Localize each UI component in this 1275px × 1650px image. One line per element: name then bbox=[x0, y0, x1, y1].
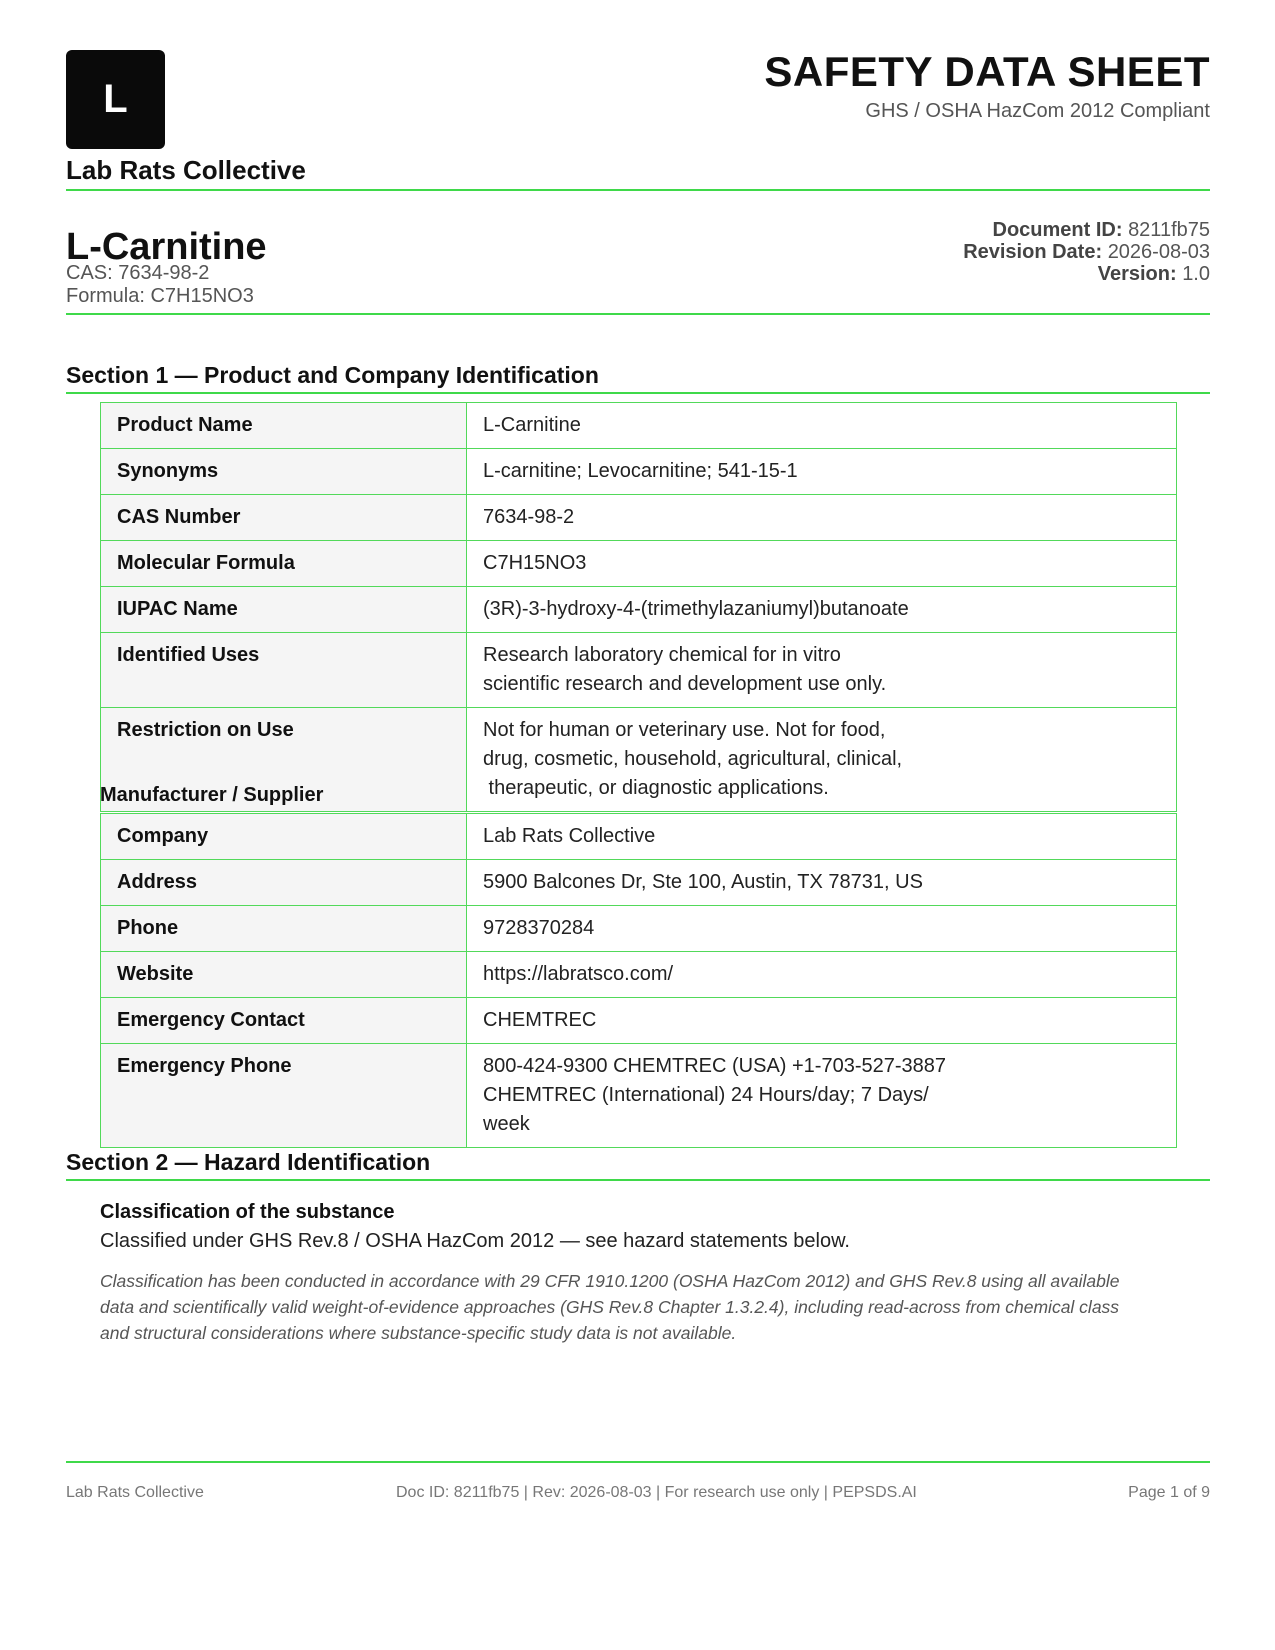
company-logo bbox=[66, 50, 165, 149]
version-label: Version: bbox=[1097, 263, 1177, 285]
product-cas: CAS: 7634-98-2 bbox=[66, 262, 210, 284]
table-row bbox=[101, 998, 1177, 1044]
logo-letter: L bbox=[103, 77, 128, 121]
revision-date-label: Revision Date: bbox=[963, 241, 1103, 263]
document-subtitle: GHS / OSHA HazCom 2012 Compliant bbox=[865, 100, 1210, 122]
row-value: 9728370284 bbox=[467, 906, 1177, 952]
company-name: Lab Rats Collective bbox=[66, 155, 306, 185]
row-key: IUPAC Name bbox=[101, 587, 467, 633]
revision-date-value: 2026-08-03 bbox=[1107, 241, 1210, 263]
table-row bbox=[101, 403, 1177, 449]
row-key: CAS Number bbox=[101, 495, 467, 541]
document-id-label: Document ID: bbox=[992, 219, 1123, 241]
revision-date bbox=[963, 241, 1210, 264]
row-value: Lab Rats Collective bbox=[467, 814, 1177, 860]
header-divider bbox=[66, 189, 1210, 191]
row-key: Address bbox=[101, 860, 467, 906]
section-1-heading: Section 1 — Product and Company Identification bbox=[66, 362, 599, 388]
row-key: Emergency Phone bbox=[101, 1044, 467, 1148]
section-2-divider bbox=[66, 1179, 1210, 1181]
row-key: Identified Uses bbox=[101, 633, 467, 708]
row-key: Phone bbox=[101, 906, 467, 952]
table-row bbox=[101, 449, 1177, 495]
row-value bbox=[467, 633, 1177, 708]
value-line: scientific research and development use only. bbox=[483, 673, 887, 695]
row-value: 7634-98-2 bbox=[467, 495, 1177, 541]
version-value: 1.0 bbox=[1182, 263, 1210, 285]
table-row bbox=[101, 495, 1177, 541]
footer-company: Lab Rats Collective bbox=[66, 1484, 204, 1501]
classification-heading: Classification of the substance bbox=[100, 1201, 395, 1223]
table-row bbox=[101, 1044, 1177, 1148]
footer-divider bbox=[66, 1461, 1210, 1463]
row-key: Company bbox=[101, 814, 467, 860]
sds-page bbox=[66, 0, 1210, 1650]
footer-page-number: Page 1 of 9 bbox=[1128, 1484, 1210, 1501]
website-link[interactable]: https://labratsco.com/ bbox=[467, 952, 1177, 998]
table-row bbox=[101, 587, 1177, 633]
document-id bbox=[993, 219, 1211, 242]
document-id-value: 8211fb75 bbox=[1128, 219, 1210, 241]
table-row bbox=[101, 860, 1177, 906]
note-line: data and scientifically valid weight-of-evidence approaches (GHS Rev.8 Chapter 1.3.2.4), including read-across from chemical class bbox=[100, 1297, 1120, 1317]
table-row bbox=[101, 633, 1177, 708]
value-line: Research laboratory chemical for in vitro bbox=[483, 644, 841, 666]
row-value: L-carnitine; Levocarnitine; 541-15-1 bbox=[467, 449, 1177, 495]
section-1-divider bbox=[66, 392, 1210, 394]
product-title: L-Carnitine bbox=[66, 226, 267, 268]
table-row bbox=[101, 814, 1177, 860]
document-title: SAFETY DATA SHEET bbox=[764, 48, 1210, 95]
footer-doc-info: Doc ID: 8211fb75 | Rev: 2026-08-03 | For research use only | PEPSDS.AI bbox=[396, 1484, 917, 1501]
product-divider bbox=[66, 313, 1210, 315]
value-line: Not for human or veterinary use. Not for food, bbox=[483, 719, 886, 741]
row-value: (3R)-3-hydroxy-4-(trimethylazaniumyl)butanoate bbox=[467, 587, 1177, 633]
table-row bbox=[101, 952, 1177, 998]
classification-text: Classified under GHS Rev.8 / OSHA HazCom 2012 — see hazard statements below. bbox=[100, 1230, 850, 1252]
row-value: C7H15NO3 bbox=[467, 541, 1177, 587]
table-row bbox=[101, 541, 1177, 587]
value-line: therapeutic, or diagnostic applications. bbox=[483, 777, 829, 799]
row-value bbox=[467, 1044, 1177, 1148]
row-key: Molecular Formula bbox=[101, 541, 467, 587]
row-key: Synonyms bbox=[101, 449, 467, 495]
note-line: Classification has been conducted in accordance with 29 CFR 1910.1200 (OSHA HazCom 2012) and GHS Rev.8 using all available bbox=[100, 1271, 1120, 1291]
product-identification-table bbox=[100, 402, 1177, 812]
value-line: 800-424-9300 CHEMTREC (USA) +1-703-527-3887 bbox=[483, 1055, 947, 1077]
row-key: Product Name bbox=[101, 403, 467, 449]
classification-note bbox=[100, 1268, 1180, 1346]
version bbox=[1098, 263, 1210, 286]
section-2-heading: Section 2 — Hazard Identification bbox=[66, 1149, 431, 1175]
value-line: week bbox=[483, 1113, 530, 1135]
row-key: Website bbox=[101, 952, 467, 998]
row-value: L-Carnitine bbox=[467, 403, 1177, 449]
manufacturer-heading: Manufacturer / Supplier bbox=[100, 784, 324, 806]
value-line: CHEMTREC (International) 24 Hours/day; 7 Days/ bbox=[483, 1084, 929, 1106]
manufacturer-table bbox=[100, 813, 1177, 1148]
row-value bbox=[467, 708, 1177, 812]
row-key: Emergency Contact bbox=[101, 998, 467, 1044]
row-value: CHEMTREC bbox=[467, 998, 1177, 1044]
value-line: drug, cosmetic, household, agricultural, clinical, bbox=[483, 748, 903, 770]
table-row bbox=[101, 906, 1177, 952]
product-formula: Formula: C7H15NO3 bbox=[66, 285, 254, 307]
row-value: 5900 Balcones Dr, Ste 100, Austin, TX 78731, US bbox=[467, 860, 1177, 906]
row-key: Restriction on Use bbox=[101, 708, 467, 812]
note-line: and structural considerations where substance-specific study data is not available. bbox=[100, 1323, 737, 1343]
